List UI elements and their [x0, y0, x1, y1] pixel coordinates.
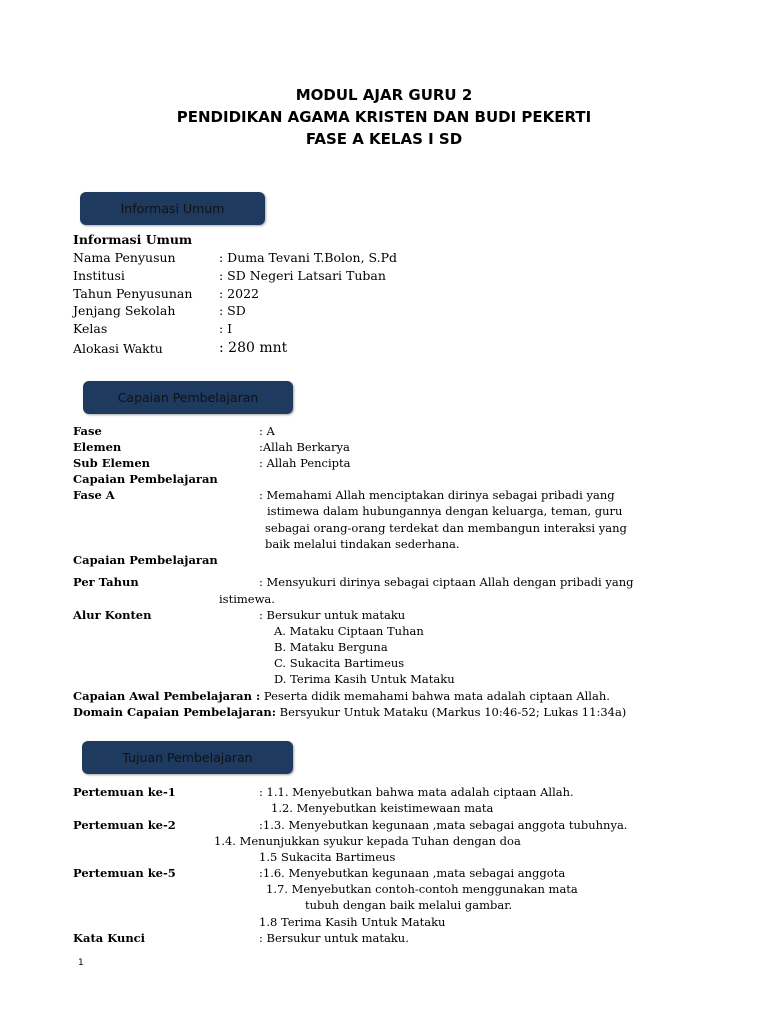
info-label-alokasi: Alokasi Waktu	[73, 341, 163, 356]
cp-fase-a-line: istimewa dalam hubungannya dengan keluarga, teman, guru	[267, 504, 623, 518]
info-label-tahun: Tahun Penyusunan	[73, 286, 193, 301]
cp-value-per-tahun: : Mensyukuri dirinya sebagai ciptaan Allah dengan pribadi yang	[259, 575, 634, 589]
doc-title-line-3: FASE A KELAS I SD	[305, 130, 463, 148]
info-label-institusi: Institusi	[73, 268, 125, 283]
info-heading: Informasi Umum	[73, 232, 193, 247]
tujuan-p5-line: tubuh dengan baik melalui gambar.	[305, 898, 513, 912]
info-value-nama: : Duma Tevani T.Bolon, S.Pd	[219, 250, 398, 265]
cp-domain-line	[73, 705, 626, 720]
cp-label-capaian-2: Capaian Pembelajaran	[73, 553, 218, 567]
alur-item: A. Mataku Ciptaan Tuhan	[274, 624, 424, 638]
tujuan-p1-line: 1.2. Menyebutkan keistimewaan mata	[271, 801, 494, 815]
alur-item: C. Sukacita Bartimeus	[274, 656, 405, 670]
tujuan-p2-line: :1.3. Menyebutkan kegunaan ,mata sebagai anggota tubuhnya.	[259, 818, 628, 832]
cp-value-sub-elemen: : Allah Pencipta	[259, 456, 351, 470]
info-value-jenjang: : SD	[219, 303, 246, 318]
cp-fase-a-line: : Memahami Allah menciptakan dirinya sebagai pribadi yang	[259, 488, 615, 502]
cp-value-per-tahun-cont: istimewa.	[219, 592, 275, 606]
tujuan-label-p5: Pertemuan ke-5	[73, 866, 176, 880]
section-pill-tujuan-pembelajaran: Tujuan Pembelajaran	[82, 741, 293, 774]
cp-label-alur-konten: Alur Konten	[73, 608, 152, 622]
cp-label-elemen: Elemen	[73, 440, 122, 454]
tujuan-value-kata-kunci: : Bersukur untuk mataku.	[259, 931, 409, 945]
info-label-kelas: Kelas	[73, 321, 108, 336]
tujuan-p5-line: :1.6. Menyebutkan kegunaan ,mata sebagai anggota	[259, 866, 566, 880]
info-value-alokasi: : 280 mnt	[219, 340, 288, 356]
tujuan-label-p2: Pertemuan ke-2	[73, 818, 176, 832]
cp-fase-a-line: baik melalui tindakan sederhana.	[265, 537, 460, 551]
tujuan-label-kata-kunci: Kata Kunci	[73, 931, 146, 945]
cp-awal-line	[73, 689, 610, 704]
info-label-jenjang: Jenjang Sekolah	[73, 303, 176, 318]
alur-item: D. Terima Kasih Untuk Mataku	[274, 672, 455, 686]
tujuan-label-p1: Pertemuan ke-1	[73, 785, 176, 799]
cp-value-elemen: :Allah Berkarya	[259, 440, 350, 454]
cp-value-alur-konten: : Bersukur untuk mataku	[259, 608, 406, 622]
cp-domain-label: Domain Capaian Pembelajaran:	[73, 705, 277, 719]
cp-domain-value: Bersyukur Untuk Mataku (Markus 10:46-52; Lukas 11:34a)	[279, 705, 627, 719]
doc-title-line-2: PENDIDIKAN AGAMA KRISTEN DAN BUDI PEKERTI	[176, 108, 592, 126]
cp-fase-a-line: sebagai orang-orang terdekat dan membangun interaksi yang	[265, 521, 627, 535]
cp-awal-value: Peserta didik memahami bahwa mata adalah ciptaan Allah.	[263, 689, 610, 703]
tujuan-p5-line: 1.7. Menyebutkan contoh-contoh menggunakan mata	[266, 882, 578, 896]
info-value-kelas: : I	[219, 321, 233, 336]
cp-label-capaian: Capaian Pembelajaran	[73, 472, 218, 486]
tujuan-p5-line: 1.8 Terima Kasih Untuk Mataku	[259, 915, 446, 929]
section-pill-informasi-umum: Informasi Umum	[80, 192, 265, 225]
tujuan-p2-line: 1.4. Menunjukkan syukur kepada Tuhan dengan doa	[214, 834, 521, 848]
cp-value-fase: : A	[259, 424, 275, 438]
page-number: 1	[78, 958, 84, 968]
cp-label-per-tahun: Per Tahun	[73, 575, 139, 589]
info-value-tahun: : 2022	[219, 286, 259, 301]
section-pill-capaian-pembelajaran: Capaian Pembelajaran	[83, 381, 293, 414]
cp-awal-label: Capaian Awal Pembelajaran :	[73, 689, 261, 703]
tujuan-p2-line: 1.5 Sukacita Bartimeus	[259, 850, 396, 864]
tujuan-p1-line: : 1.1. Menyebutkan bahwa mata adalah ciptaan Allah.	[259, 785, 574, 799]
alur-item: B. Mataku Berguna	[274, 640, 388, 654]
cp-label-fase-a: Fase A	[73, 488, 115, 502]
info-label-nama: Nama Penyusun	[73, 250, 176, 265]
info-value-institusi: : SD Negeri Latsari Tuban	[219, 268, 386, 283]
cp-label-sub-elemen: Sub Elemen	[73, 456, 151, 470]
cp-label-fase: Fase	[73, 424, 102, 438]
doc-title-line-1: MODUL AJAR GURU 2	[295, 86, 473, 104]
